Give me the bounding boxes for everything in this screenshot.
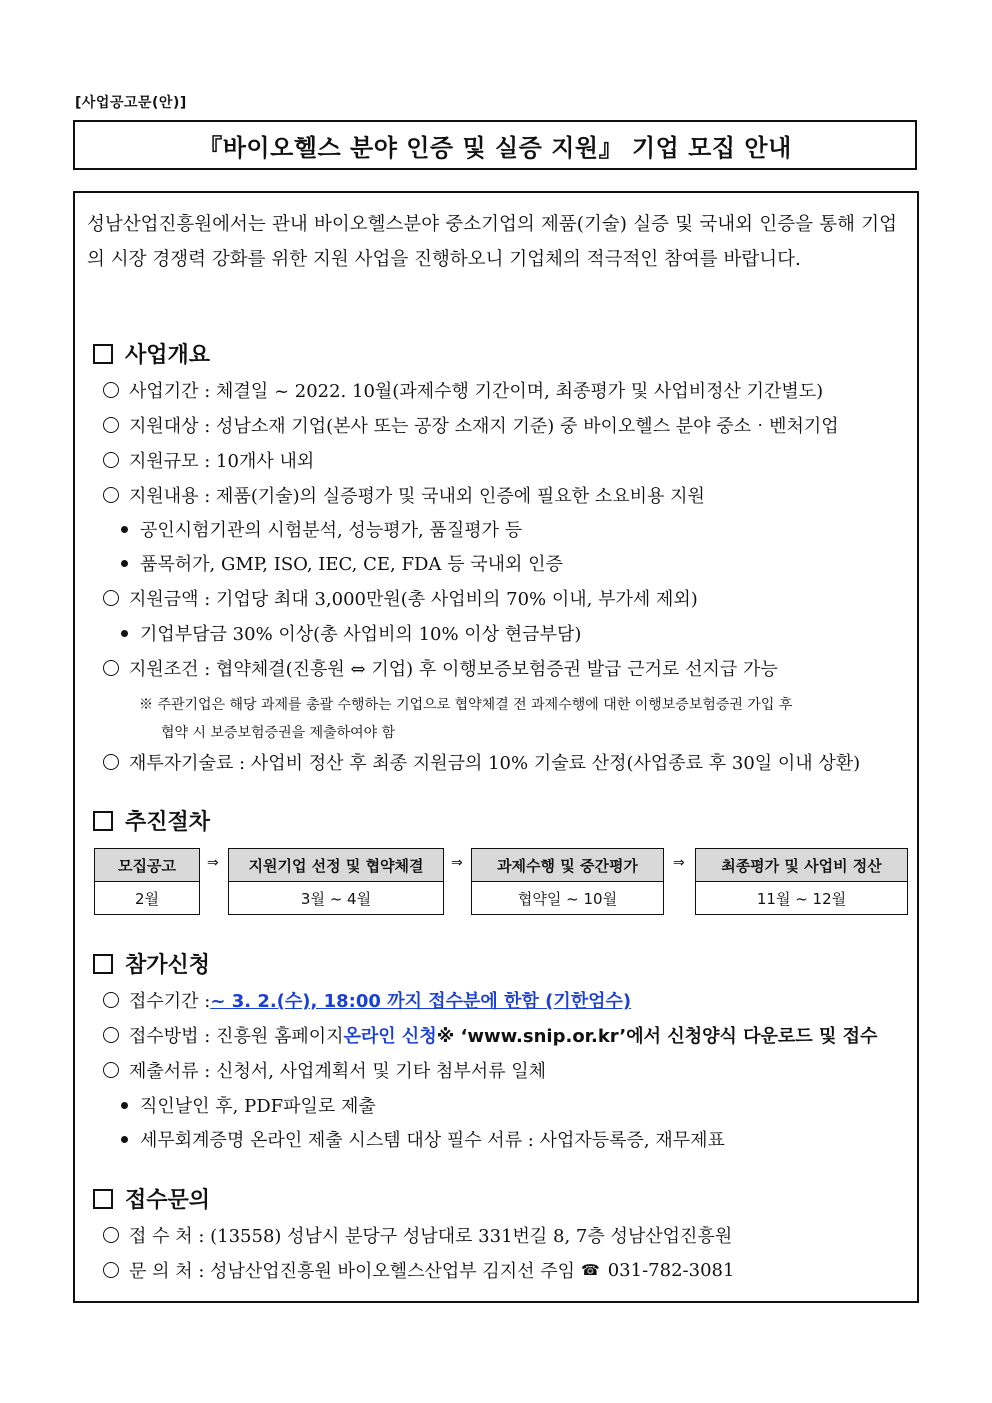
circle-bullet-icon bbox=[103, 754, 119, 770]
step-name: 모집공고 bbox=[95, 849, 199, 882]
phone-icon: ☎ bbox=[581, 1261, 600, 1279]
step-time: 3월 ~ 4월 bbox=[300, 889, 372, 908]
apply-documents-bullet-2 bbox=[121, 1126, 725, 1152]
step-time: 2월 bbox=[134, 889, 160, 908]
dot-bullet-icon bbox=[121, 630, 128, 637]
procedure-step-4 bbox=[695, 848, 908, 915]
circle-bullet-icon bbox=[103, 590, 119, 606]
section-apply-heading bbox=[93, 948, 210, 979]
square-bullet-icon bbox=[93, 811, 113, 831]
document-label: [사업공고문(안)] bbox=[75, 95, 187, 111]
contact-receive-text: 접 수 처 : (13558) 성남시 분당구 성남대로 331번길 8, 7층 성남산업진흥원 bbox=[129, 1226, 733, 1247]
step-name: 최종평가 및 사업비 정산 bbox=[696, 849, 907, 882]
circle-bullet-icon bbox=[103, 1027, 119, 1043]
circle-bullet-icon bbox=[103, 1262, 119, 1278]
section-title: 추진절차 bbox=[125, 810, 211, 835]
dot-bullet-icon bbox=[121, 526, 128, 533]
circle-bullet-icon bbox=[103, 487, 119, 503]
square-bullet-icon bbox=[93, 344, 113, 364]
overview-target-text: 지원대상 : 성남소재 기업(본사 또는 공장 소재지 기준) 중 바이오헬스 분야 중소‧벤처기업 bbox=[129, 416, 839, 437]
square-bullet-icon bbox=[93, 954, 113, 974]
circle-bullet-icon bbox=[103, 1062, 119, 1078]
apply-method-label: 접수방법 : 진흥원 홈페이지 bbox=[129, 1026, 344, 1047]
bullet-text: 품목허가, GMP, ISO, IEC, CE, FDA 등 국내외 인증 bbox=[140, 554, 563, 575]
overview-content-bullet-2 bbox=[121, 550, 563, 576]
apply-period bbox=[103, 987, 631, 1013]
procedure-step-1 bbox=[94, 848, 200, 915]
apply-documents-bullet-1 bbox=[121, 1092, 376, 1118]
arrow-icon: ⇒ bbox=[451, 855, 463, 871]
apply-method bbox=[103, 1022, 877, 1048]
apply-online-link[interactable]: 온라인 신청 bbox=[343, 1026, 437, 1047]
arrow-icon: ⇒ bbox=[207, 855, 219, 871]
section-title: 접수문의 bbox=[125, 1188, 211, 1213]
procedure-step-2 bbox=[228, 848, 444, 915]
step-name: 지원기업 선정 및 협약체결 bbox=[229, 849, 443, 882]
overview-amount bbox=[103, 585, 698, 611]
overview-amount-text: 지원금액 : 기업당 최대 3,000만원(총 사업비의 70% 이내, 부가세 제외) bbox=[129, 589, 698, 610]
overview-content-bullet-1 bbox=[121, 516, 522, 542]
overview-period-text: 사업기간 : 체결일 ~ 2022. 10월(과제수행 기간이며, 최종평가 및 사업비정산 기간별도) bbox=[129, 381, 824, 402]
overview-content-text: 지원내용 : 제품(기술)의 실증평가 및 국내외 인증에 필요한 소요비용 지원 bbox=[129, 486, 705, 507]
circle-bullet-icon bbox=[103, 382, 119, 398]
apply-documents bbox=[103, 1057, 546, 1083]
apply-method-rest: ※ ‘www.snip.or.kr’에서 신청양식 다운로드 및 접수 bbox=[436, 1026, 878, 1047]
overview-note-line-2: 협약 시 보증보험증권을 제출하여야 함 bbox=[161, 725, 396, 741]
contact-inquiry bbox=[103, 1257, 734, 1283]
dot-bullet-icon bbox=[121, 560, 128, 567]
bullet-text: 직인날인 후, PDF파일로 제출 bbox=[140, 1096, 376, 1117]
overview-note-line-1: ※ 주관기업은 해당 과제를 총괄 수행하는 기업으로 협약체결 전 과제수행에 대한 이행보증보험증권 가입 후 bbox=[139, 697, 793, 713]
bullet-text: 세무회계증명 온라인 제출 시스템 대상 필수 서류 : 사업자등록증, 재무제표 bbox=[140, 1130, 725, 1151]
contact-inquiry-text: 문 의 처 : 성남산업진흥원 바이오헬스산업부 김지선 주임 bbox=[129, 1261, 576, 1282]
page-title-text: 『바이오헬스 분야 인증 및 실증 지원』 기업 모집 안내 bbox=[198, 133, 792, 162]
circle-bullet-icon bbox=[103, 660, 119, 676]
square-bullet-icon bbox=[93, 1189, 113, 1209]
dot-bullet-icon bbox=[121, 1136, 128, 1143]
arrow-icon: ⇒ bbox=[673, 855, 685, 871]
page-title bbox=[73, 120, 917, 170]
overview-scale-text: 지원규모 : 10개사 내외 bbox=[129, 451, 315, 472]
intro-paragraph: 성남산업진흥원에서는 관내 바이오헬스분야 중소기업의 제품(기술) 실증 및 국내외 인증을 통해 기업의 시장 경쟁력 강화를 위한 지원 사업을 진행하오니 기업체의 적극적인 참여를 바랍니다. bbox=[87, 214, 897, 270]
contact-phone: 031-782-3081 bbox=[607, 1259, 735, 1281]
section-procedure-heading bbox=[93, 805, 210, 836]
apply-documents-text: 제출서류 : 신청서, 사업계획서 및 기타 첨부서류 일체 bbox=[129, 1061, 546, 1082]
circle-bullet-icon bbox=[103, 992, 119, 1008]
section-contact-heading bbox=[93, 1183, 210, 1214]
procedure-step-3 bbox=[471, 848, 664, 915]
step-time: 협약일 ~ 10월 bbox=[517, 889, 618, 908]
overview-royalty-text: 재투자기술료 : 사업비 정산 후 최종 지원금의 10% 기술료 산정(사업종료 후 30일 이내 상환) bbox=[129, 753, 861, 774]
bullet-text: 기업부담금 30% 이상(총 사업비의 10% 이상 현금부담) bbox=[140, 624, 582, 645]
circle-bullet-icon bbox=[103, 417, 119, 433]
circle-bullet-icon bbox=[103, 1227, 119, 1243]
overview-royalty bbox=[103, 749, 860, 775]
overview-period bbox=[103, 377, 823, 403]
overview-condition bbox=[103, 655, 778, 681]
section-title: 사업개요 bbox=[125, 343, 211, 368]
section-title: 참가신청 bbox=[125, 953, 211, 978]
bullet-text: 공인시험기관의 시험분석, 성능평가, 품질평가 등 bbox=[140, 520, 523, 541]
step-name: 과제수행 및 중간평가 bbox=[472, 849, 663, 882]
section-overview-heading bbox=[93, 338, 210, 369]
step-time: 11월 ~ 12월 bbox=[756, 889, 847, 908]
overview-condition-text: 지원조건 : 협약체결(진흥원 ⇔ 기업) 후 이행보증보험증권 발급 근거로 선지급 가능 bbox=[129, 659, 778, 680]
overview-amount-bullet-1 bbox=[121, 620, 581, 646]
announcement-body bbox=[73, 191, 919, 1303]
contact-receive bbox=[103, 1222, 732, 1248]
overview-content bbox=[103, 482, 705, 508]
circle-bullet-icon bbox=[103, 452, 119, 468]
apply-deadline: ~ 3. 2.(수), 18:00 까지 접수분에 한함 (기한엄수) bbox=[210, 991, 632, 1012]
overview-scale bbox=[103, 447, 314, 473]
dot-bullet-icon bbox=[121, 1102, 128, 1109]
overview-target bbox=[103, 412, 839, 438]
apply-period-label: 접수기간 : bbox=[129, 991, 211, 1012]
